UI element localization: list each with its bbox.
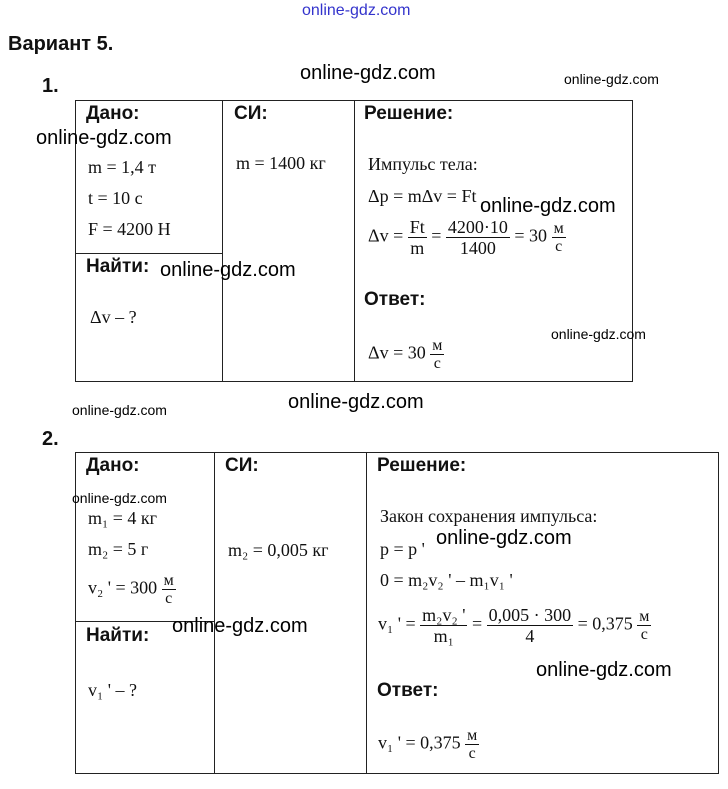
p2-answer-lhs: v₁ ' = 0,375 bbox=[378, 732, 461, 753]
p1-answer bbox=[368, 337, 444, 372]
site-link[interactable]: online-gdz.com bbox=[302, 2, 411, 19]
p1-eq2-fraction-2: $\frac{4200\cdot 10}{1400}$ bbox=[447, 217, 508, 258]
p1-equation-1: Δp = mΔv = Ft bbox=[368, 186, 477, 206]
p2-eq3-lhs: v₁ ' = bbox=[378, 613, 416, 634]
p1-si-value: m = 1400 кг bbox=[236, 153, 326, 173]
p2-given-velocity-unit: $\frac{м}{с}$ bbox=[163, 572, 174, 607]
p2-si-header: СИ: bbox=[225, 455, 259, 476]
p2-eq3-fraction-2: $\frac{0,005 \cdot 300}{4}$ bbox=[488, 605, 572, 646]
p1-solution-text: Импульс тела: bbox=[368, 154, 478, 174]
watermark: online-gdz.com bbox=[288, 391, 424, 413]
p2-answer-header: Ответ: bbox=[377, 680, 439, 701]
p2-given-mass-2: m₂ = 5 г bbox=[88, 539, 149, 559]
p2-equation-2: 0 = m₂v₂ ' – m₁v₁ ' bbox=[380, 570, 513, 590]
watermark: online-gdz.com bbox=[36, 127, 172, 149]
p2-given-mass-1: m₁ = 4 кг bbox=[88, 508, 158, 528]
watermark: online-gdz.com bbox=[551, 326, 646, 342]
watermark: online-gdz.com bbox=[480, 195, 616, 217]
watermark: online-gdz.com bbox=[72, 490, 167, 506]
watermark: online-gdz.com bbox=[160, 259, 296, 281]
p1-given-header: Дано: bbox=[86, 103, 140, 124]
p2-find-header: Найти: bbox=[86, 625, 150, 646]
p1-si-header: СИ: bbox=[234, 103, 268, 124]
watermark: online-gdz.com bbox=[172, 615, 308, 637]
p2-eq3-result: = 0,375 bbox=[577, 613, 633, 634]
p2-equation-3: v₁ ' = $\frac{\text{m₂v₂ '}}{\text{m₁}}$ = $\frac{0,005 \cdot 300}{4}$ = 0,375 $\frac{м}{с}$ bbox=[378, 605, 650, 646]
p1-eq2-fraction-1: $\frac{Ft}{m}$ bbox=[409, 217, 425, 258]
p1-given-force: F = 4200 Н bbox=[88, 219, 171, 239]
p1-given-time: t = 10 с bbox=[88, 188, 143, 208]
p2-si-value: m₂ = 0,005 кг bbox=[228, 540, 329, 560]
p2-given-velocity bbox=[88, 572, 176, 607]
p1-answer-unit: $\frac{м}{с}$ bbox=[432, 337, 443, 372]
p2-find-value: v₁ ' – ? bbox=[88, 680, 138, 700]
p2-given-velocity-value: v₂ ' = 300 bbox=[88, 577, 158, 598]
p1-answer-header: Ответ: bbox=[364, 289, 426, 310]
p2-eq3-unit: $\frac{м}{с}$ bbox=[639, 608, 650, 643]
p2-solution-header: Решение: bbox=[377, 455, 467, 476]
problem-2-number: 2. bbox=[42, 428, 59, 450]
watermark: online-gdz.com bbox=[564, 71, 659, 87]
p1-answer-lhs: Δv = 30 bbox=[368, 342, 426, 363]
variant-title: Вариант 5. bbox=[8, 33, 114, 55]
p1-eq2-unit: $\frac{м}{с}$ bbox=[553, 220, 564, 255]
p2-answer bbox=[378, 727, 479, 762]
p2-solution-text: Закон сохранения импульса: bbox=[380, 506, 598, 526]
p2-answer-unit: $\frac{м}{с}$ bbox=[467, 727, 478, 762]
p1-find-header: Найти: bbox=[86, 256, 150, 277]
p1-solution-header: Решение: bbox=[364, 103, 454, 124]
p2-given-header: Дано: bbox=[86, 455, 140, 476]
watermark: online-gdz.com bbox=[72, 402, 167, 418]
watermark: online-gdz.com bbox=[300, 62, 436, 84]
watermark: online-gdz.com bbox=[436, 527, 572, 549]
p1-find-value: Δv – ? bbox=[90, 307, 137, 327]
watermark: online-gdz.com bbox=[536, 659, 672, 681]
p1-given-mass: m = 1,4 т bbox=[88, 157, 157, 177]
p1-eq2-lhs: Δv = bbox=[368, 225, 404, 246]
p2-eq3-fraction-1: $\frac{\text{m₂v₂ '}}{\text{m₁}}$ bbox=[422, 605, 466, 646]
p1-eq2-result: = 30 bbox=[514, 225, 548, 246]
problem-1-number: 1. bbox=[42, 75, 59, 97]
p2-equation-1: p = p ' bbox=[380, 539, 425, 559]
p1-equation-2: Δv = $\frac{Ft}{m}$ = $\frac{4200\cdot 10}{1400}$ = 30 $\frac{м}{с}$ bbox=[368, 217, 564, 258]
